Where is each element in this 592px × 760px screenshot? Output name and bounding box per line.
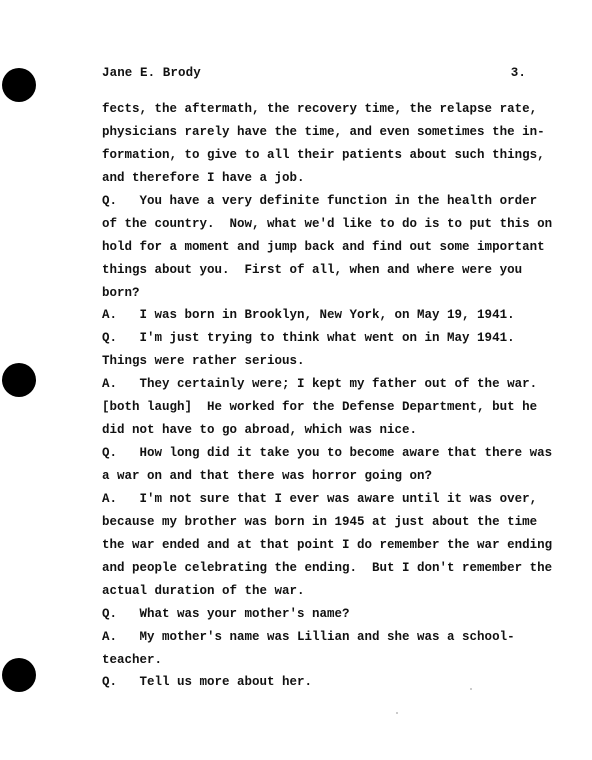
binder-hole-bottom [2,658,36,692]
text-line: formation, to give to all their patients about such things, [102,147,545,162]
text-line: Things were rather serious. [102,354,305,369]
page-number: 3. [510,66,526,80]
binder-hole-middle [2,363,36,397]
question-line: Q. Tell us more about her. [102,675,313,690]
interviewee-name: Jane E. Brody [102,66,201,80]
text-line: teacher. [102,652,163,667]
binder-hole-top [2,68,36,102]
text-line: did not have to go abroad, which was nice. [102,423,418,438]
text-line: things about you. First of all, when and where were you [102,262,523,277]
question-line: Q. How long did it take you to become aware that there was [102,446,553,461]
text-line: born? [102,285,140,300]
text-line: [both laugh] He worked for the Defense Department, but he [102,400,538,415]
answer-line: A. My mother's name was Lillian and she was a school- [102,629,515,644]
transcript-body [102,98,553,694]
answer-line: A. I'm not sure that I ever was aware until it was over, [102,491,538,506]
text-line: actual duration of the war. [102,583,305,598]
text-line: fects, the aftermath, the recovery time, the relapse rate, [102,102,538,116]
question-line: Q. You have a very definite function in the health order [102,193,538,208]
text-line: because my brother was born in 1945 at just about the time [102,514,538,529]
text-line: the war ended and at that point I do remember the war ending [102,537,553,552]
scan-speck [470,688,472,690]
page-header [102,66,526,80]
question-line: Q. I'm just trying to think what went on in May 1941. [102,331,515,346]
text-line: physicians rarely have the time, and even sometimes the in- [102,124,545,139]
scan-speck [396,712,398,714]
text-line: hold for a moment and jump back and find out some important [102,239,545,254]
text-line: of the country. Now, what we'd like to do is to put this on [102,216,553,231]
question-line: Q. What was your mother's name? [102,606,350,621]
answer-line: A. They certainly were; I kept my father out of the war. [102,377,538,392]
text-line: and people celebrating the ending. But I don't remember the [102,560,553,575]
text-line: and therefore I have a job. [102,170,305,185]
answer-line: A. I was born in Brooklyn, New York, on May 19, 1941. [102,308,515,323]
text-line: a war on and that there was horror going on? [102,469,433,483]
